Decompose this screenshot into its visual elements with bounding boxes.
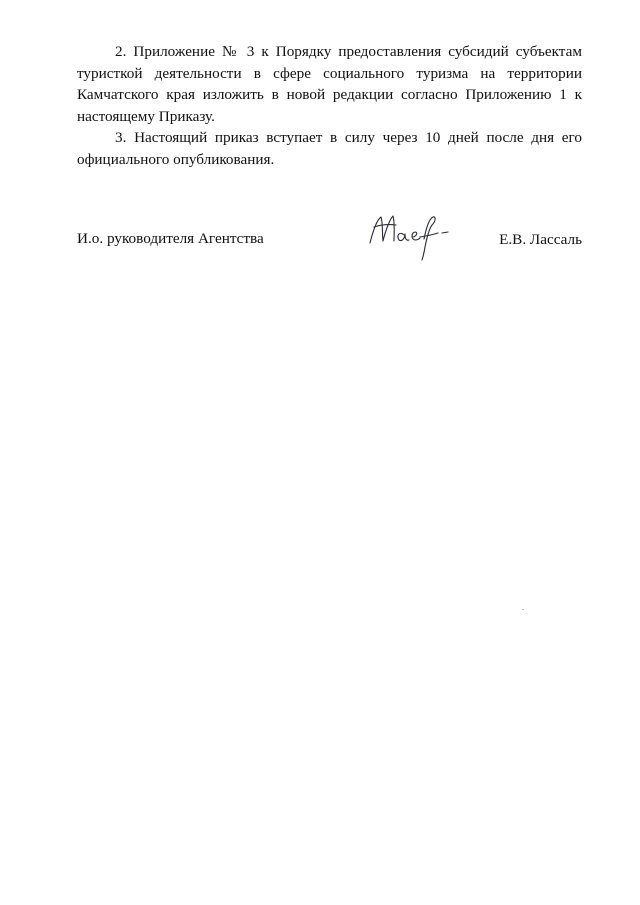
scan-speck bbox=[522, 609, 524, 610]
signature-block bbox=[77, 227, 582, 267]
signatory-name: Е.В. Лассаль bbox=[499, 231, 582, 248]
paragraph-item-2: 2. Приложение № 3 к Порядку предоставления субсидий субъектам туристкой деятельности в сфере социального туризма на территории Камчатского края изложить в новой редакции согласно Приложению 1 к настоящему Приказу. bbox=[77, 43, 582, 125]
paragraph-item-3: 3. Настоящий приказ вступает в силу через 10 дней после дня его официального опубликования. bbox=[77, 129, 582, 168]
signatory-title: И.о. руководителя Агентства bbox=[77, 230, 264, 247]
document-body bbox=[77, 41, 582, 170]
handwritten-signature bbox=[362, 205, 462, 265]
